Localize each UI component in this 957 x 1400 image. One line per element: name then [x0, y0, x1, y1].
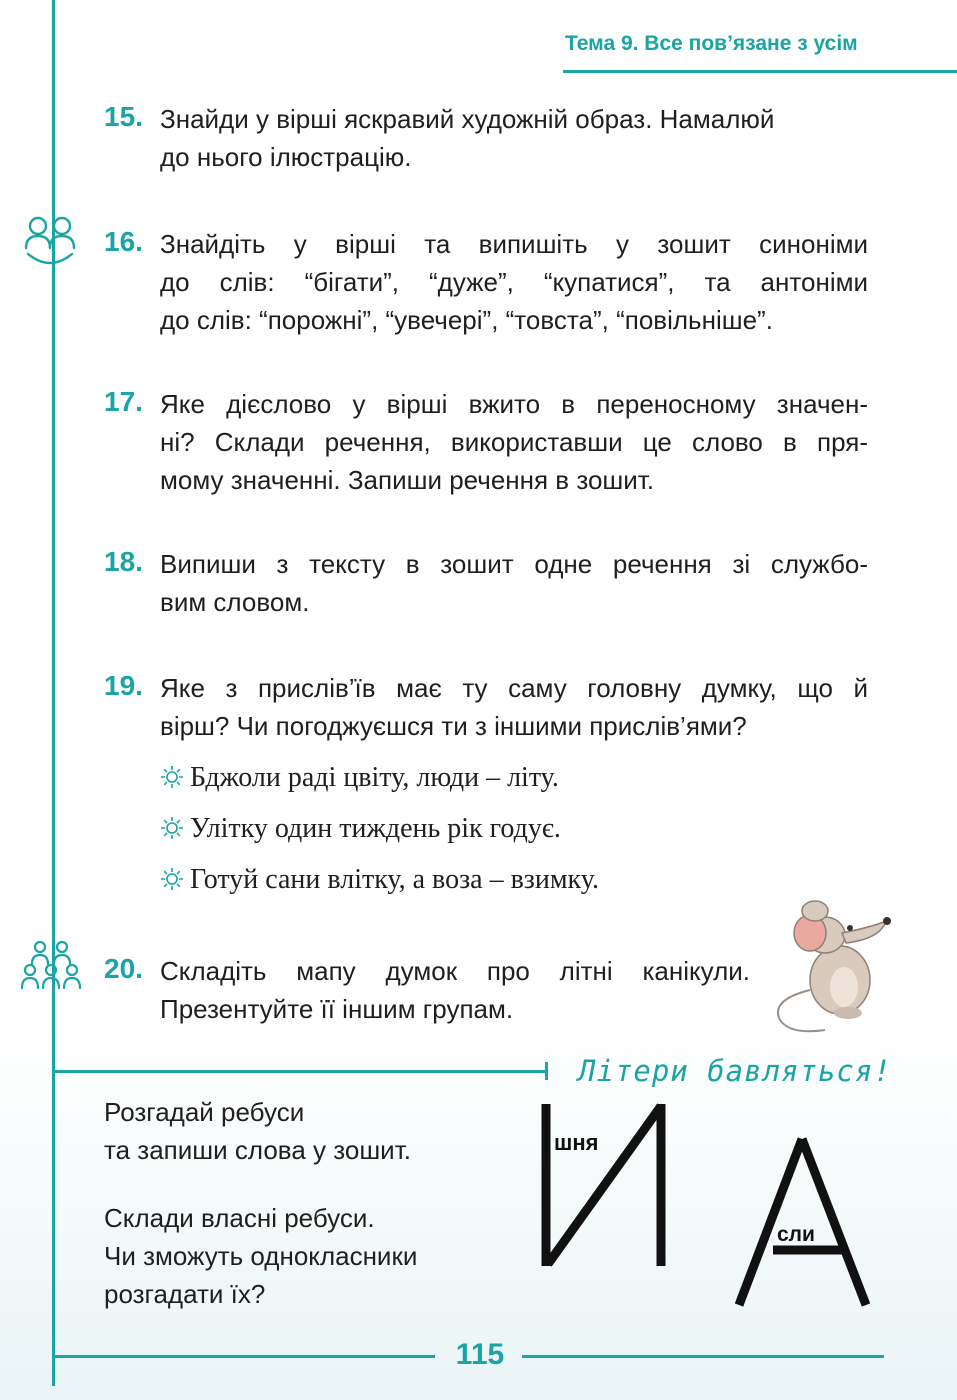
section-divider-tick — [545, 1062, 548, 1080]
page-number: 115 — [455, 1338, 505, 1371]
task-line: розгадати їх? — [104, 1279, 266, 1309]
section-title: Літери бавляться! — [578, 1054, 892, 1088]
task-line: Знайди у вірші яскравий художній образ. Намалюй — [160, 104, 775, 134]
task-line: мому значенні. Запиши речення в зошит. — [160, 465, 655, 495]
proverb-text: Бджоли раді цвіту, люди – літу. — [190, 762, 559, 793]
task-text — [160, 100, 868, 176]
task-line: до слів: “порожні”, “увечері”, “товста”, “повільніше”. — [160, 305, 773, 335]
task-line: Склади власні ребуси. — [104, 1203, 375, 1233]
rebus-letter-a — [735, 1135, 870, 1307]
proverb-item — [160, 864, 599, 896]
task-line: Чи зможуть однокласники — [104, 1241, 418, 1271]
task-number: 16. — [104, 226, 143, 257]
instruction-line: та запиши слова у зошит. — [104, 1135, 411, 1165]
left-margin-line — [52, 0, 55, 1386]
task-number: 17. — [104, 386, 143, 417]
proverb-text: Улітку один тиждень рік годує. — [190, 813, 561, 844]
task-line: до слів: “бігати”, “дуже”, “купатися”, та антоніми — [160, 267, 868, 297]
topic-title: Тема 9. Все пов’язане з усім — [565, 32, 858, 55]
task-text — [160, 225, 868, 339]
rebus-inner-text: сли — [777, 1223, 815, 1246]
task-line: Яке дієслово у вірші вжито в переносному значен- — [160, 389, 868, 419]
rebus-inner-text: шня — [554, 1130, 599, 1155]
mouse-illustration — [770, 895, 895, 1035]
instruction-line: Розгадай ребуси — [104, 1097, 305, 1127]
section-divider-line — [52, 1070, 546, 1073]
sun-bullet-icon — [160, 816, 184, 840]
footer-line-left — [52, 1355, 435, 1358]
proverb-text: Готуй сани влітку, а воза – взимку. — [190, 864, 599, 895]
task-line: Складіть мапу думок про літні канікули. — [160, 956, 750, 986]
proverb-item — [160, 762, 559, 794]
pair-work-icon — [20, 214, 80, 270]
sun-bullet-icon — [160, 867, 184, 891]
task-line: Випиши з тексту в зошит одне речення зі службо- — [160, 549, 868, 579]
task-number: 18. — [104, 546, 143, 577]
group-work-icon — [20, 938, 82, 998]
task-text — [160, 952, 750, 1028]
task-text — [160, 385, 868, 499]
task-number: 20. — [104, 953, 143, 984]
task-line: ні? Склади речення, використавши це слово в пря- — [160, 427, 868, 457]
task-line: Презентуйте її іншим групам. — [160, 994, 514, 1024]
task-line: вірш? Чи погоджуєшся ти з іншими прислів’ями? — [160, 711, 747, 741]
header-underline — [563, 70, 957, 73]
task-text — [160, 669, 868, 745]
sun-bullet-icon — [160, 765, 184, 789]
rebus-instructions — [104, 1093, 411, 1169]
footer-line-right — [522, 1355, 884, 1358]
task-number: 19. — [104, 670, 143, 701]
task-line: вим словом. — [160, 587, 310, 617]
proverb-item — [160, 813, 561, 845]
task-text — [160, 545, 868, 621]
task-line: Яке з прислів’їв має ту саму головну думку, що й — [160, 673, 868, 703]
rebus-letter-i — [540, 1100, 670, 1270]
task-line: до нього ілюстрацію. — [160, 142, 412, 172]
task-number: 15. — [104, 101, 143, 132]
rebus-task — [104, 1199, 417, 1313]
task-line: Знайдіть у вірші та випишіть у зошит синоніми — [160, 229, 868, 259]
